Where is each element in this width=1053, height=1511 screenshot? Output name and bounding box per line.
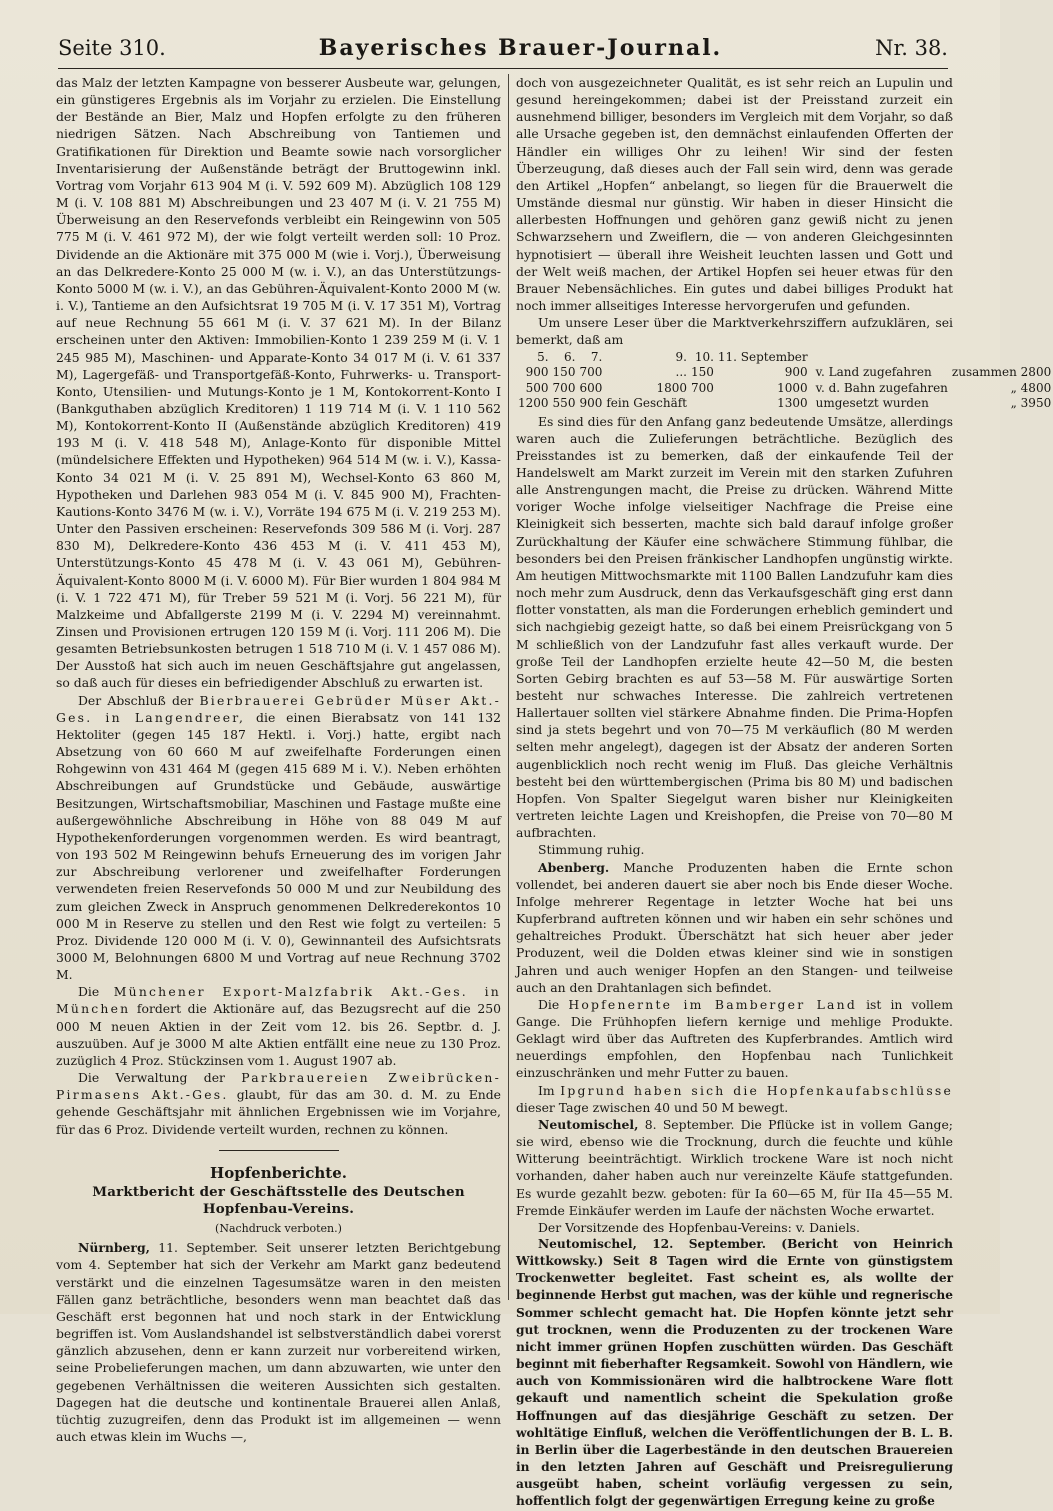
dateline-place: Nürnberg, <box>78 1240 150 1256</box>
table-cell: 900 <box>579 396 603 410</box>
paragraph-intro: Der Abschluß der <box>78 692 194 708</box>
table-row <box>516 396 1053 412</box>
table-header-cell: 10. <box>694 349 714 364</box>
dateline-place: Neutomischel, <box>538 1116 639 1132</box>
article-paragraph: das Malz der letzten Kampagne von besserer Ausbeute war, gelungen, ein günstigeres Ergebnis als im Vorjahr zu erzielen. Die Einstellung der Bestände an Bier, Malz und Hopfen erfolgte zu den früheren niedrigen Sätzen. Nach Abschreibung von Tantiemen und Gratifikationen für Direktion und Beamte sowie nach vorsorglicher Inventarisierung der Außenstände beträgt der Bruttogewinn inkl. Vortrag vom Vorjahr 613 904 M (i. V. 592 609 M). Abzüglich 108 129 M (i. V. 108 881 M) Abschreibungen und 23 407 M (i. V. 21 755 M) Überweisung an den Reservefonds verbleibt ein Reingewinn von 505 775 M (i. V. 461 972 M), der wie folgt verteilt werden soll: 10 Proz. Dividende an die Aktionäre mit 375 000 M (wie i. Vorj.), Überweisung an das Delkredere-Konto 25 000 M (w. i. V.), an das Unterstützungs-Konto 5000 M (w. i. V.), an das Gebühren-Äquivalent-Konto 2000 M (w. i. V.), Tantieme an den Aufsichtsrat 19 705 M (i. V. 17 351 M), Vortrag auf neue Rechnung 55 661 M (i. V. 37 621 M). In der Bilanz erscheinen unter den Aktiven: Immobilien-Konto 1 239 259 M (i. V. 1 245 985 M), Maschinen- und Apparate-Konto 34 017 M (i. V. 61 337 M), Lagergefäß- und Transportgefäß-Konto, Fuhrwerks- u. Transport-Konto, Utensilien- und Mutungs-Konto je 1 M, Kontokorrent-Konto I (Bankguthaben abzüglich Kreditoren) 1 119 714 M (i. V. 1 110 562 M), Kontokorrent-Konto II (Außenstände abzüglich Kreditoren) 419 193 M (i. V. 418 548 M), Anlage-Konto für disponible Mittel (mündelsichere Effekten und Hypotheken) 964 514 M (w. i. V.), Kassa-Konto 34 021 M (i. V. 25 891 M), Wechsel-Konto 63 860 M, Hypotheken und Darlehen 983 054 M (i. V. 845 900 M), Frachten-Kautions-Konto 3476 M (w. i. V.), Vorräte 194 675 M (i. V. 219 253 M). Unter den Passiven erscheinen: Reservefonds 309 586 M (i. Vorj. 287 830 M), Delkredere-Konto 436 453 M (i. V. 411 453 M), Unterstützungs-Konto 45 478 M (i. V. 43 061 M), Gebühren-Äquivalent-Konto 8000 M (i. V. 6000 M). Für Bier wurden 1 804 984 M (i. V. 1 722 471 M), für Treber 59 521 M (i. Vorj. 56 221 M), für Malzkeime und Abfallgerste 2199 M (i. V. 2294 M) vereinnahmt. Zinsen und Provisionen ertrugen 120 159 M (i. Vorj. 111 206 M). Die gesamten Betriebsunkosten betrugen 1 518 710 M (i. V. 1 457 086 M). Der Ausstoß hat sich auch im neuen Geschäftsjahre gut angelassen, so daß auch für dieses ein befriedigender Abschluß zu erwarten ist. <box>56 75 501 691</box>
running-head <box>58 28 948 68</box>
market-report-paragraph <box>56 1239 501 1445</box>
paragraph-text: Manche Produzenten haben die Ernte schon vollendet, bei anderen dauert sie aber noch bis Ende dieser Woche. Infolge mehrerer Regentage in letzter Woche hat bei uns Kupferbrand auftreten können und wir haben ein sehr schönes und gehaltreiches Produkt. Überschätzt hat sich heuer aber jeder Produzent, weil die Dolden etwas kleiner sind wie in sonstigen Jahren und auch weniger Hopfen an den Stangen- und teilweise auch an den Drahtanlagen sich befindet. <box>516 859 953 995</box>
table-cell: 700 <box>552 380 576 395</box>
table-header-cell: 6. <box>564 349 576 364</box>
table-cell: 1300 <box>777 396 808 410</box>
section-divider <box>219 1150 339 1151</box>
reprint-note: (Nachdruck verboten.) <box>215 1222 342 1236</box>
signature-line: Der Vorsitzende des Hopfenbau-Vereins: v. Daniels. <box>538 1219 860 1235</box>
company-name: Bierbrauerei Gebrüder Müser Akt.-Ges. in Langendreer, <box>56 692 501 725</box>
market-report-paragraph <box>516 1236 953 1511</box>
table-cell: v. Land zugefahren <box>815 365 932 379</box>
table-cell <box>689 396 716 412</box>
table-cell: v. d. Bahn zugefahren <box>815 380 948 395</box>
table-cell: ... <box>675 365 687 379</box>
paragraph-intro: Die <box>538 996 560 1012</box>
paragraph-text: glaubt, für das am 30. d. M. zu Ende gehende Geschäftsjahr mit ähnlichen Ergebnissen wie im Vorjahre, für das 6 Proz. Dividende verteilt wurden, rechnen zu können. <box>56 1087 501 1137</box>
table-cell: zusammen 2800 <box>951 365 1052 379</box>
paragraph-text: 12. September. (Bericht von Heinrich Wittkowsky.) Seit 8 Tagen wird die Ernte von günstigstem Trockenwetter begleitet. Fast scheint es, als wollte der beginnende Herbst gut machen, was der kühle und regnerische Sommer schlecht gemacht hat. Die Hopfen könnte jetzt sehr gut trocknen, wenn die Produzenten zu der trockenen Ware nicht immer grünen Hopfen zuschütten würden. Das Geschäft beginnt mit fieberhafter Regsamkeit. Sowohl von Händlern, wie auch von Kommissionären wird die halbtrockene Ware flott gekauft und namentlich scheint die Spekulation große Hoffnungen auf das diesjährige Geschäft zu setzen. Der wohltätige Einfluß, welchen die Veröffentlichungen der B. L. B. in Berlin über die Lagerbestände in den deutschen Brauereien in den letzten Jahren auf Geschäft und Preisregulierung ausgeübt haben, scheint vorläufig vergessen zu sein, hoffentlich folgt der gegenwärtigen Erregung keine zu große <box>516 1237 953 1509</box>
table-row <box>516 365 1053 381</box>
table-header-cell: 5. <box>537 349 549 364</box>
paragraph-intro: Im <box>538 1082 555 1098</box>
table-cell: 550 <box>552 396 576 410</box>
company-name: Parkbrauereien Zweibrücken-Pirmasens Akt.-Ges. <box>56 1070 501 1103</box>
article-paragraph: Um unsere Leser über die Marktverkehrsziffern aufzuklären, sei bemerkt, daß am <box>516 315 953 348</box>
page-number: Seite 310. <box>58 36 166 60</box>
section-subtitle: Marktbericht der Geschäftsstelle des Deutschen Hopfenbau-Vereins. <box>92 1183 465 1217</box>
section-title: Hopfenberichte. <box>210 1163 347 1182</box>
spaced-phrase: Ipgrund haben sich die Hopfenkaufabschlüsse <box>560 1082 953 1098</box>
table-cell: 600 <box>579 380 603 395</box>
table-cell: 1800 <box>656 380 687 395</box>
market-report-paragraph <box>516 996 953 1082</box>
right-column <box>516 74 1052 1509</box>
article-paragraph <box>56 1069 501 1138</box>
table-cell: 1200 <box>518 396 549 410</box>
paragraph-text: ist in vollem Gange. Die Frühhopfen liefern kernige und mehlige Produkte. Geklagt wird über das Auftreten des Kupferbrandes. Amtlich wird neuerdings empfohlen, den Hopfenbau nach Tunlichkeit einzuschränken und mehr Futter zu bauen. <box>516 996 953 1081</box>
table-header-cell <box>950 350 1053 366</box>
paragraph-text: fordert die Aktionäre auf, das Bezugsrecht auf die 250 000 M neuen Aktien in der Zeit vom 12. bis 26. Septbr. d. J. auszuüben. Auf je 3000 M alte Aktien entfällt eine neue zu 130 Proz. zuzüglich 4 Proz. Stückzinsen vom 1. August 1907 ab. <box>56 1001 501 1068</box>
spaced-phrase: Hopfenernte im Bamberger Land <box>568 996 857 1012</box>
market-traffic-table <box>516 350 1053 412</box>
market-report-paragraph <box>516 1082 953 1116</box>
issue-number: Nr. 38. <box>875 36 948 60</box>
table-cell: „ 3950 <box>1010 396 1052 410</box>
dateline-place: Abenberg. <box>538 859 610 875</box>
article-paragraph <box>56 983 501 1069</box>
table-cell: 900 <box>784 365 808 379</box>
table-cell: 150 <box>691 365 714 379</box>
market-report-paragraph <box>516 1116 953 1219</box>
paragraph-text: 8. September. Die Pflücke ist in vollem Gange; sie wird, ebenso wie die Trocknung, durch die feuchte und kühle Witterung beeinträchtigt. Wirklich trockene Ware ist noch nicht vorhanden, daher haben auch nur vereinzelte Käufe stattgefunden. Es wurde gezahlt bezw. geboten: für Ia 60—65 M, für IIa 45—55 M. Fremde Einkäufer werden im Laufe der nächsten Woche erwartet. <box>516 1116 953 1218</box>
paragraph-text: dieser Tage zwischen 40 und 50 M bewegt. <box>516 1099 789 1115</box>
mood-line: Stimmung ruhig. <box>538 842 645 858</box>
table-cell: 500 <box>525 380 549 395</box>
left-column <box>56 74 501 1445</box>
table-cell: 900 <box>525 365 549 379</box>
article-paragraph <box>56 692 501 984</box>
paragraph-intro: Die <box>78 984 100 1000</box>
table-row <box>516 381 1053 397</box>
table-header-cell: 11. September <box>717 349 808 364</box>
table-cell: 700 <box>579 365 603 379</box>
table-cell: umgesetzt wurden <box>815 396 929 410</box>
table-header-row <box>516 350 1053 366</box>
table-cell: 150 <box>552 365 576 379</box>
article-paragraph: Es sind dies für den Anfang ganz bedeutende Umsätze, allerdings waren auch die Zulieferungen beträchtliche. Bezüglich des Preisstandes ist zu bemerken, daß der einkaufende Teil der Handelswelt am Markt zurzeit im Verein mit den starken Zufuhren alle Anstrengungen macht, die Preise zu drücken. Während Mitte voriger Woche infolge vielseitiger Nachfrage die Preise eine Kleinigkeit sich besserten, machte sich bald darauf infolge großer Zurückhaltung der Käufer eine schwächere Stimmung fühlbar, die besonders bei den Preisen fränkischer Landhopfen ungünstig wirkte. Am heutigen Mittwochsmarkte mit 1100 Ballen Landzufuhr kam dies noch mehr zum Ausdruck, denn das Verkaufsgeschäft ging erst dann flotter vonstatten, als man die Forderungen erheblich gemindert und sich nachgiebig gezeigt hatte, so daß bei einem Preisrückgang von 5 M schließlich von der Landzufuhr fast alles verkauft wurde. Der große Teil der Landhopfen erzielte heute 42—50 M, die besten Sorten Gebirg brachten es auf 53—58 M. Für auswärtige Sorten besteht nur schwaches Interesse. Die zahlreich vertretenen Hallertauer sollten viel stärkere Abnahme finden. Die Prima-Hopfen sind ja stets begehrt und von 70—75 M verkäuflich (80 M werden selten mehr angelegt), dagegen ist der Absatz der anderen Sorten augenblicklich noch recht wenig im Fluß. Das gleiche Verhältnis besteht bei den württembergischen (Prima bis 80 M) und badischen Hopfen. Von Spalter Siegelgut waren bisher nur Kleinigkeiten vertreten leichte Lagen und Kreishopfen, die Preise von 70—80 M aufbrachten. <box>516 413 953 841</box>
header-rule <box>58 68 948 69</box>
paragraph-text: die einen Bierabsatz von 141 132 Hektoliter (gegen 145 187 Hektl. i. Vorj.) hatte, ergibt nach Absetzung von 60 660 M auf zweifelhafte Forderungen einen Rohgewinn von 431 464 M (gegen 415 689 M i. V.). Neben erhöhten Abschreibungen auf Grundstücke und Gebäude, auswärtige Besitzungen, Wirtschaftsmobiliar, Maschinen und Fastage mußte eine außergewöhnliche Abschreibung in Höhe von 88 049 M auf Hypothekenforderungen vorgenommen werden. Es wird beantragt, von 193 502 M Reingewinn behufs Erneuerung des im vorigen Jahr zur Abschreibung verlorener und zweifelhafter Forderungen verwendeten freien Reservefonds 50 000 M und zur Neubildung des zum gleichen Zweck in Anspruch genommenen Delkrederekontos 10 000 M in Reserve zu stellen und den Rest wie folgt zu verteilen: 5 Proz. Dividende 120 000 M (i. V. 0), Gewinnanteil des Aufsichtsrats 3000 M, Belohnungen 6800 M und Vortrag auf neue Rechnung 3702 M. <box>56 709 501 983</box>
journal-title: Bayerisches Brauer-Journal. <box>318 35 723 61</box>
market-report-paragraph <box>516 859 953 996</box>
table-cell: 1000 <box>777 380 808 395</box>
table-header-cell <box>810 350 950 366</box>
article-paragraph: doch von ausgezeichneter Qualität, es ist sehr reich an Lupulin und gesund hereingekommen; dabei ist der Preisstand zurzeit ein ausnehmend billiger, besonders im Vergleich mit dem Vorjahr, so daß alle Ursache gegeben ist, den demnächst einlaufenden Offerten der Händler ein williges Ohr zu leihen! Wir sind der festen Überzeugung, daß dieses auch der Fall sein wird, denn was gerade den Artikel „Hopfen“ anbelangt, so liegen für die Brauerwelt die Umstände diesmal nur günstig. Wir haben in dieser Hinsicht die allerbesten Hoffnungen und gehören ganz gewiß nicht zu jenen Schwarzsehern und Zweiflern, die — von anderen Gleichgesinnten hypnotisiert — überall ihre Weisheit leuchten lassen und Gott und der Welt weiß machen, der Artikel Hopfen sei heuer etwas für den Brauer Nebensächliches. Ein gutes und dabei billiges Produkt hat noch immer allseitiges Interesse hervorgerufen und gefunden. <box>516 75 953 314</box>
dateline-place: Neutomischel, <box>538 1237 637 1251</box>
table-cell: 700 <box>691 380 714 395</box>
paragraph-text: 11. September. Seit unserer letzten Berichtgebung vom 4. September hat sich der Verkehr am Markt ganz bedeutend verstärkt und die einzelnen Tagesumsätze waren in den meisten Fällen ganz beträchtliche, besonders wenn man beachtet daß das Geschäft erst begonnen hat und noch stark in der Entwicklung begriffen ist. Vom Auslandshandel ist selbstverständlich dabei vorerst gänzlich abzusehen, denn er kann zurzeit nur vorbereitend wirken, seine Probelieferungen machen, um dann abzuwarten, wie unter den gegebenen Verhältnissen die weiteren Aussichten sich gestalten. Dagegen hat die deutsche und kontinentale Brauerei allen Anlaß, tüchtig zuzugreifen, denn das Produkt ist im allgemeinen — wenn auch etwas klein im Wuchs —, <box>56 1240 501 1445</box>
table-header-cell: 9. <box>675 349 687 364</box>
table-header-cell: 7. <box>590 349 603 364</box>
paragraph-intro: Die Verwaltung der <box>78 1070 225 1086</box>
table-cell: „ 4800 <box>1010 380 1052 395</box>
company-name: Münchener Export-Malzfabrik Akt.-Ges. in München <box>56 984 501 1017</box>
column-divider <box>508 74 509 1300</box>
table-cell: fein Geschäft <box>606 396 687 410</box>
